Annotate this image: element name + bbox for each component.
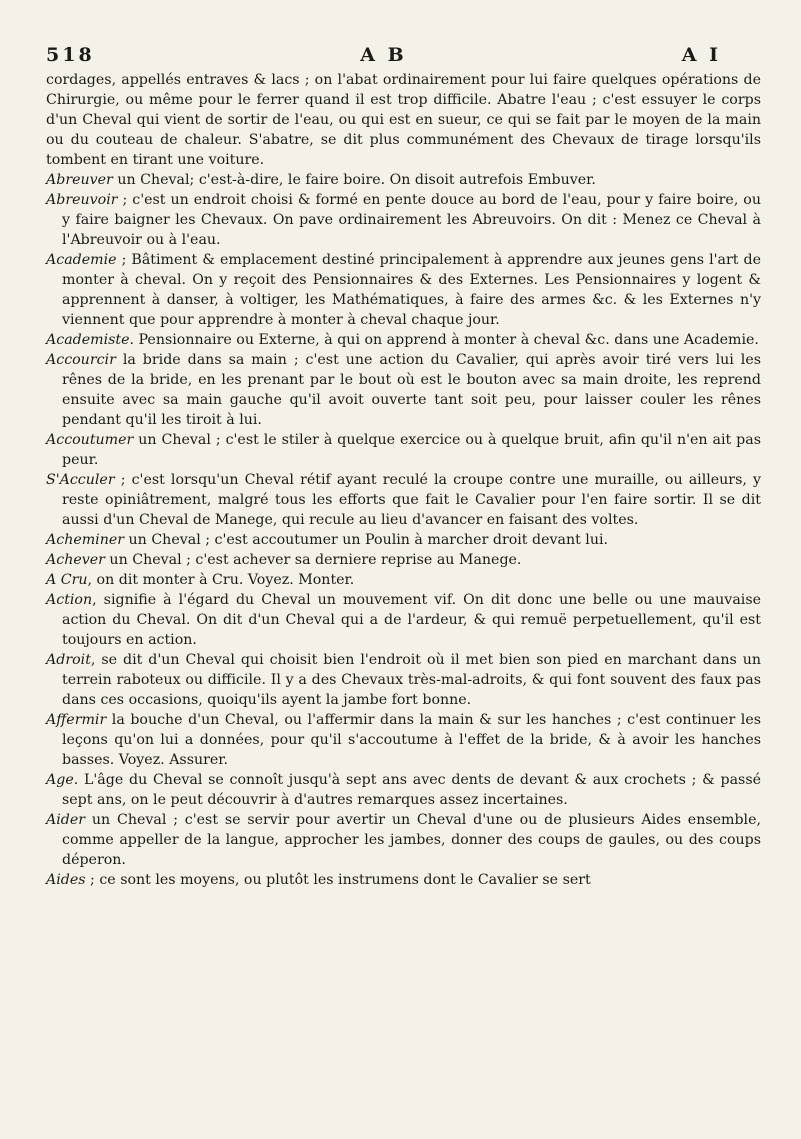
dictionary-entry (46, 250, 761, 330)
entry-text: ; Bâtiment & emplacement destiné principalement à apprendre aux jeunes gens l'art de monter à cheval. On y reçoit des Pensionnaires & des Externes. Les Pensionnaires y logent & apprennent à danser, à voltiger, les Mathématiques, à faire des armes &c. & les Externes n'y viennent que pour apprendre à monter à cheval chaque jour. (62, 252, 761, 328)
dictionary-entry (46, 870, 761, 890)
entry-term: Acheminer (46, 532, 125, 548)
dictionary-entry (46, 170, 761, 190)
dictionary-entry (46, 650, 761, 710)
dictionary-entry (46, 350, 761, 430)
entry-term: Age (46, 772, 74, 788)
entry-term: Aider (46, 812, 86, 828)
dictionary-entry (46, 710, 761, 770)
entry-text: . L'âge du Cheval se connoît jusqu'à sept ans avec dents de devant & aux crochets ; & passé sept ans, on le peut découvrir à d'autres remarques assez incertaines. (62, 772, 761, 808)
entry-text: cordages, appellés entraves & lacs ; on l'abat ordinairement pour lui faire quelques opérations de Chirurgie, ou même pour le ferrer quand il est trop difficile. Abatre l'eau ; c'est essuyer le corps d'un Cheval qui vient de sortir de l'eau, ou qui est en sueur, ce qui se fait par le moyen de la main ou du couteau de chaleur. S'abatre, se dit plus communément des Chevaux de tirage lorsqu'ils tombent en tirant une voiture. (46, 72, 761, 168)
entry-text: ; c'est lorsqu'un Cheval rétif ayant reculé la croupe contre une muraille, ou ailleurs, y reste opiniâtrement, malgré tous les efforts que fait le Cavalier pour l'en faire sortir. Il se dit aussi d'un Cheval de Manege, qui recule au lieu d'avancer en faisant des voltes. (62, 472, 761, 528)
dictionary-entry-continued (46, 70, 761, 170)
entry-text: la bride dans sa main ; c'est une action du Cavalier, qui après avoir tiré vers lui les rênes de la bride, en les prenant par le bout où est le bouton avec sa main droite, les reprend ensuite avec sa main gauche qu'il avoit ouverte tant soit peu, pour laisser couler les rênes pendant qu'il les tiroit à lui. (62, 352, 761, 428)
entry-text: ; ce sont les moyens, ou plutôt les instrumens dont le Cavalier se sert (85, 872, 591, 888)
page-number: 518 (46, 44, 95, 66)
running-header (46, 44, 721, 66)
entry-term: Achever (46, 552, 105, 568)
entry-term: Abreuver (46, 172, 113, 188)
dictionary-entry (46, 590, 761, 650)
dictionary-entry (46, 190, 761, 250)
entry-term: Action (46, 592, 93, 608)
entry-text: un Cheval ; c'est se servir pour avertir un Cheval d'une ou de plusieurs Aides ensemble, comme appeller de la langue, approcher les jambes, donner des coups de gaules, ou des coups déperon. (62, 812, 761, 868)
dictionary-entry (46, 530, 761, 550)
dictionary-entry (46, 550, 761, 570)
entry-term: Aides (46, 872, 86, 888)
dictionary-entry (46, 330, 761, 350)
entry-text: ; c'est un endroit choisi & formé en pente douce au bord de l'eau, pour y faire boire, ou y faire baigner les Chevaux. On pave ordinairement les Abreuvoirs. On dit : Menez ce Cheval à l'Abreuvoir ou à l'eau. (62, 192, 761, 248)
entry-text: un Cheval ; c'est accoutumer un Poulin à marcher droit devant lui. (124, 532, 609, 548)
dictionary-entries (46, 70, 761, 890)
dictionary-entry (46, 470, 761, 530)
header-right-letters: A I (681, 44, 721, 66)
entry-term: Accourcir (46, 352, 116, 368)
entry-term: Academiste (46, 332, 130, 348)
entry-term: Academie (46, 252, 117, 268)
entry-text: , on dit monter à Cru. Voyez. Monter. (87, 572, 355, 588)
entry-text: un Cheval ; c'est le stiler à quelque exercice ou à quelque bruit, afin qu'il n'en ait pas peur. (62, 432, 761, 468)
header-left-letters: A B (360, 44, 407, 66)
entry-term: Accoutumer (46, 432, 134, 448)
entry-text: . Pensionnaire ou Externe, à qui on apprend à monter à cheval &c. dans une Academie. (129, 332, 759, 348)
entry-term: Affermir (46, 712, 107, 728)
dictionary-entry (46, 770, 761, 810)
entry-text: , signifie à l'égard du Cheval un mouvement vif. On dit donc une belle ou une mauvaise action du Cheval. On dit d'un Cheval qui a de l'ardeur, & qui remuë perpetuellement, qu'il est toujours en action. (62, 592, 761, 648)
entry-text: la bouche d'un Cheval, ou l'affermir dans la main & sur les hanches ; c'est continuer les leçons qu'on lui a données, pour qu'il s'accoutume à l'effet de la bride, & à avoir les hanches basses. Voyez. Assurer. (62, 712, 761, 768)
entry-term: Adroit (46, 652, 91, 668)
dictionary-entry (46, 570, 761, 590)
entry-text: , se dit d'un Cheval qui choisit bien l'endroit où il met bien son pied en marchant dans un terrein raboteux ou difficile. Il y a des Chevaux très-mal-adroits, & qui font souvent des faux pas dans ces occasions, quoiqu'ils ayent la jambe fort bonne. (62, 652, 761, 708)
entry-term: Abreuvoir (46, 192, 118, 208)
dictionary-entry (46, 430, 761, 470)
entry-text: un Cheval; c'est-à-dire, le faire boire. On disoit autrefois Embuver. (112, 172, 596, 188)
dictionary-entry (46, 810, 761, 870)
entry-term: S'Acculer (46, 472, 115, 488)
entry-term: A Cru (46, 572, 88, 588)
entry-text: un Cheval ; c'est achever sa derniere reprise au Manege. (104, 552, 522, 568)
